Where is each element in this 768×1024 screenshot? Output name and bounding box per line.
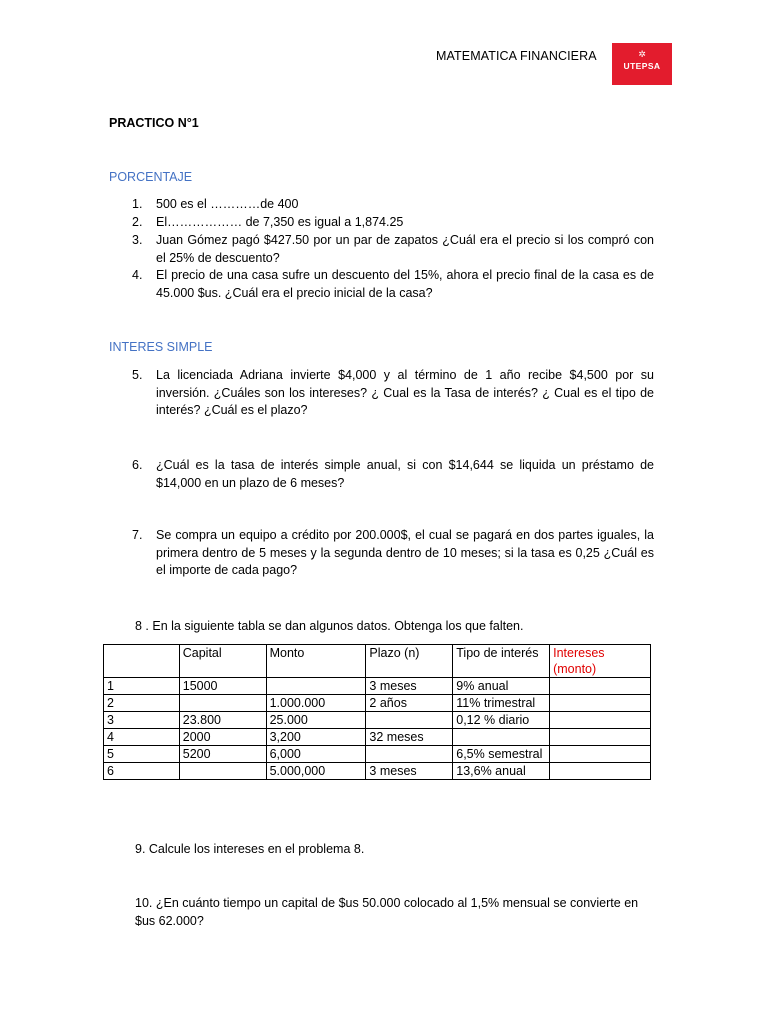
table-cell: 2	[104, 695, 180, 712]
table-cell	[266, 678, 366, 695]
table-cell: 5200	[179, 746, 266, 763]
logo-text: UTEPSA	[623, 61, 661, 71]
table-cell	[366, 712, 453, 729]
table-cell: 1	[104, 678, 180, 695]
question-5	[132, 367, 654, 420]
question-text: El precio de una casa sufre un descuento del 15%, ahora el precio final de la casa es de 45.000 $us. ¿Cuál era el precio inicial de la casa?	[156, 268, 654, 300]
table-row	[104, 729, 651, 746]
table-cell: 2000	[179, 729, 266, 746]
question-number: 5.	[132, 368, 143, 382]
table-cell: 6,000	[266, 746, 366, 763]
question-number: 2.	[132, 215, 143, 229]
question-text: El……………… de 7,350 es igual a 1,874.25	[156, 215, 404, 229]
table-header-row	[104, 645, 651, 678]
question-number: 4.	[132, 268, 143, 282]
section-heading-porcentaje: PORCENTAJE	[109, 170, 193, 184]
table-cell	[179, 763, 266, 780]
question-number: 7.	[132, 528, 143, 542]
table-header-cell: Tipo de interés	[453, 645, 550, 678]
table-cell: 4	[104, 729, 180, 746]
header-subject: MATEMATICA FINANCIERA	[436, 49, 597, 63]
document-title: PRACTICO N°1	[109, 116, 199, 130]
table-cell: 11% trimestral	[453, 695, 550, 712]
table-cell	[453, 729, 550, 746]
question-4	[132, 267, 654, 302]
table-cell: 23.800	[179, 712, 266, 729]
question-9: 9. Calcule los intereses en el problema 8.	[135, 842, 365, 856]
table-cell: 15000	[179, 678, 266, 695]
table-header-cell: Capital	[179, 645, 266, 678]
logo-emblem-icon: ✲	[638, 49, 646, 59]
table-cell: 6,5% semestral	[453, 746, 550, 763]
table-cell	[550, 729, 651, 746]
question-8-intro: 8 . En la siguiente tabla se dan algunos datos. Obtenga los que falten.	[135, 619, 524, 633]
question-text: ¿Cuál es la tasa de interés simple anual, si con $14,644 se liquida un préstamo de $14,000 en un plazo de 6 meses?	[156, 458, 654, 490]
table-row	[104, 763, 651, 780]
question-2	[132, 214, 654, 232]
table-cell: 32 meses	[366, 729, 453, 746]
table-cell: 3 meses	[366, 678, 453, 695]
question-7	[132, 527, 654, 580]
table-cell: 5	[104, 746, 180, 763]
question-text: La licenciada Adriana invierte $4,000 y al término de 1 año recibe $4,500 por su inversión. ¿Cuáles son los intereses? ¿ Cual es la Tasa de interés? ¿ Cual es el tipo de interés? ¿Cuál es el plazo?	[156, 368, 654, 417]
table-cell: 25.000	[266, 712, 366, 729]
question-number: 1.	[132, 197, 143, 211]
table-cell: 1.000.000	[266, 695, 366, 712]
table-cell	[550, 712, 651, 729]
utepsa-logo	[612, 43, 672, 85]
table-cell: 3,200	[266, 729, 366, 746]
table-cell	[550, 695, 651, 712]
table-cell: 3 meses	[366, 763, 453, 780]
table-header-cell: Intereses (monto)	[550, 645, 651, 678]
table-cell: 0,12 % diario	[453, 712, 550, 729]
table-header-cell: Monto	[266, 645, 366, 678]
question-number: 3.	[132, 233, 143, 247]
table-cell: 5.000,000	[266, 763, 366, 780]
table-row	[104, 712, 651, 729]
section-heading-interes-simple: INTERES SIMPLE	[109, 340, 213, 354]
table-cell: 9% anual	[453, 678, 550, 695]
table-header-cell	[104, 645, 180, 678]
question-10: 10. ¿En cuánto tiempo un capital de $us 50.000 colocado al 1,5% mensual se convierte en $us 62.000?	[135, 896, 639, 928]
table-cell	[550, 763, 651, 780]
question-text: Se compra un equipo a crédito por 200.000$, el cual se pagará en dos partes iguales, la primera dentro de 5 meses y la segunda dentro de 10 meses; si la tasa es 0,25 ¿Cuál es el importe de cada pago?	[156, 528, 654, 577]
table-cell: 3	[104, 712, 180, 729]
table-header-cell: Plazo (n)	[366, 645, 453, 678]
table-cell: 13,6% anual	[453, 763, 550, 780]
table-row	[104, 746, 651, 763]
question-6	[132, 457, 654, 492]
question-text: Juan Gómez pagó $427.50 por un par de zapatos ¿Cuál era el precio si los compró con el 25% de descuento?	[156, 233, 654, 265]
question-3	[132, 232, 654, 267]
table-cell	[179, 695, 266, 712]
table-row	[104, 695, 651, 712]
table-cell	[550, 678, 651, 695]
question-text: 500 es el …………de 400	[156, 197, 299, 211]
table-cell	[366, 746, 453, 763]
table-cell: 2 años	[366, 695, 453, 712]
question-1	[132, 196, 654, 214]
table-row	[104, 678, 651, 695]
question-number: 6.	[132, 458, 143, 472]
table-cell: 6	[104, 763, 180, 780]
data-table	[103, 644, 651, 780]
table-cell	[550, 746, 651, 763]
